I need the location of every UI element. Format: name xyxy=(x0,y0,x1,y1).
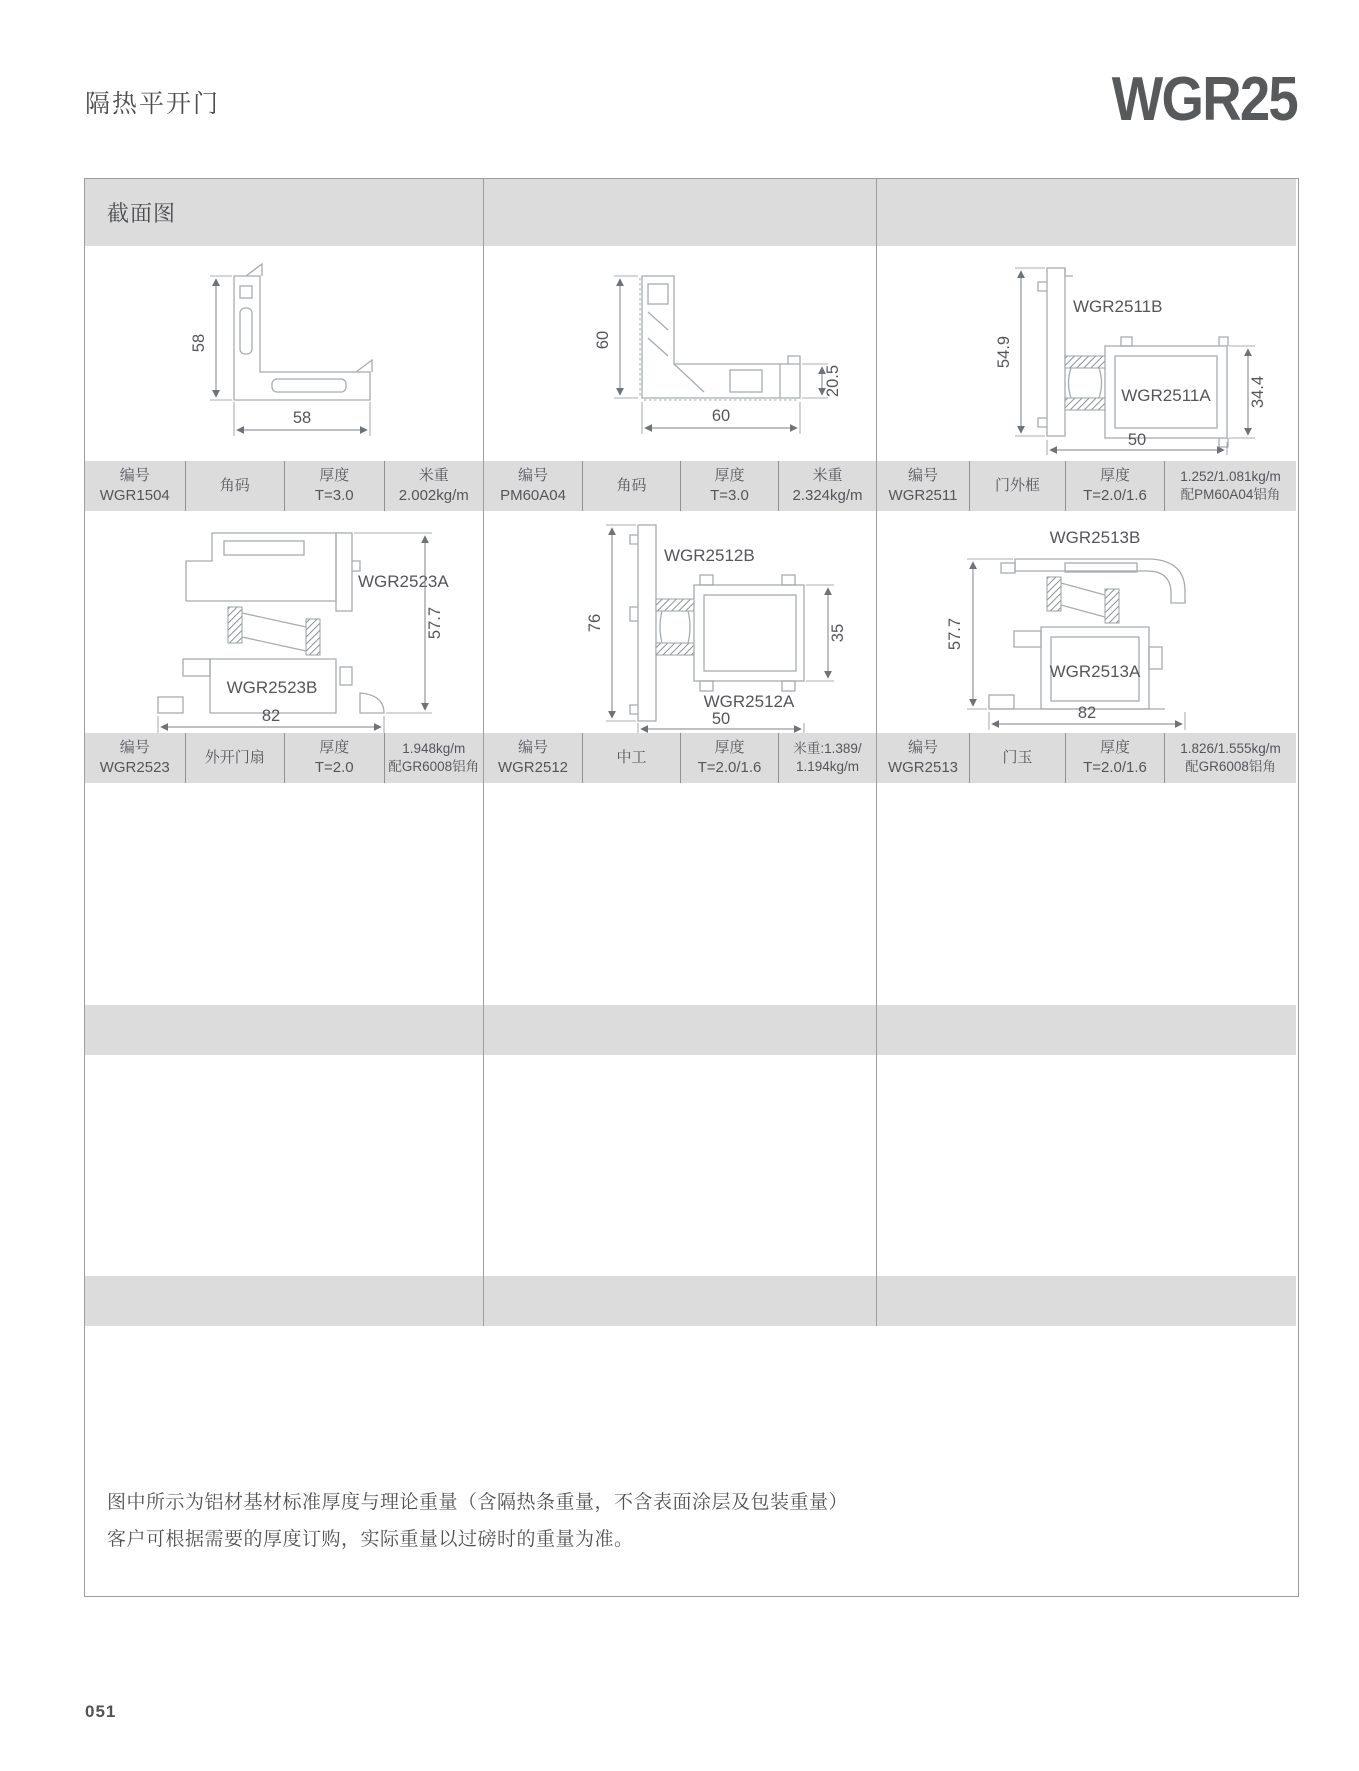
dimension-left xyxy=(594,276,638,398)
dimension-bottom xyxy=(989,704,1185,730)
info-value: 1.194kg/m xyxy=(795,759,860,774)
info-value: WGR2512 xyxy=(497,759,569,776)
svg-text:60: 60 xyxy=(594,330,612,349)
info-label: 编号 xyxy=(907,467,938,484)
empty-cell xyxy=(876,1055,1296,1276)
svg-text:82: 82 xyxy=(261,707,281,725)
svg-text:34.4: 34.4 xyxy=(1248,375,1267,408)
info-label: 编号 xyxy=(517,739,548,756)
profile-label: WGR2512B xyxy=(664,546,755,565)
dimension-right xyxy=(354,533,444,713)
header-cell xyxy=(483,179,876,246)
model-code: WGR25 xyxy=(1111,65,1297,134)
dimension-bottom xyxy=(1047,431,1227,455)
info-cell-code xyxy=(85,461,185,511)
info-label: 编号 xyxy=(907,739,938,756)
info-value: T=2.0/1.6 xyxy=(1083,487,1147,504)
dimension-bottom xyxy=(642,402,800,434)
info-cell-code xyxy=(85,733,185,783)
info-row-4-empty xyxy=(85,1276,1298,1326)
info-value: 配GR6008铝角 xyxy=(388,759,480,774)
info-cell-weight xyxy=(1164,461,1296,511)
info-value: PM60A04 xyxy=(500,487,566,504)
info-value: 1.252/1.081kg/m xyxy=(1180,469,1281,484)
info-value: T=2.0/1.6 xyxy=(697,759,762,776)
info-label: 厚度 xyxy=(714,739,745,756)
profile-diagram-wgr2512 xyxy=(490,511,870,733)
info-row-3-empty xyxy=(85,1005,1298,1055)
profile-diagram-wgr2511 xyxy=(897,250,1277,458)
svg-text:54.9: 54.9 xyxy=(994,335,1013,368)
dimension-right xyxy=(806,585,847,681)
info-label: 厚度 xyxy=(1099,467,1130,484)
info-value: T=2.0/1.6 xyxy=(1083,759,1147,776)
dimension-left xyxy=(995,268,1045,436)
profile-label: WGR2511B xyxy=(1072,296,1162,316)
profile-label: WGR2512A xyxy=(703,692,795,711)
info-cell-name xyxy=(969,733,1065,783)
profile-diagram-wgr2523 xyxy=(94,511,474,733)
info-value: 外开门扇 xyxy=(204,749,265,766)
info-value: T=2.0 xyxy=(314,759,354,776)
info-label: 厚度 xyxy=(319,739,350,756)
dimension-bottom xyxy=(234,402,370,436)
empty-band-cell xyxy=(483,1005,876,1055)
section-table xyxy=(84,178,1299,1597)
diagram-cell-wgr2523 xyxy=(85,511,483,733)
svg-text:60: 60 xyxy=(711,406,731,425)
dimension-left xyxy=(946,559,1013,709)
info-cell-name xyxy=(185,733,285,783)
info-value: 角码 xyxy=(616,477,647,494)
info-value: 米重:1.389/ xyxy=(793,741,862,756)
info-cell-thickness xyxy=(284,733,384,783)
info-cell-weight xyxy=(778,733,876,783)
info-cell-thickness xyxy=(680,733,778,783)
profile-diagram-wgr2513 xyxy=(897,511,1277,733)
info-label: 米重 xyxy=(812,467,843,484)
dimension-right xyxy=(802,364,842,398)
diagram-row-2 xyxy=(85,511,1298,733)
info-value: 配GR6008铝角 xyxy=(1185,759,1276,774)
info-value: T=3.0 xyxy=(710,487,749,504)
info-value: 2.324kg/m xyxy=(792,487,863,504)
svg-text:20.5: 20.5 xyxy=(824,364,842,397)
info-cell-code xyxy=(484,733,582,783)
footnote-area xyxy=(85,1326,1298,1754)
footnote-line-1: 图中所示为铝材基材标准厚度与理论重量（含隔热条重量，不含表面涂层及包装重量） xyxy=(107,1492,849,1513)
info-value: 门玉 xyxy=(1002,749,1033,766)
profile-label: WGR2513B xyxy=(1049,528,1140,547)
info-cell-thickness xyxy=(1065,733,1164,783)
info-value: 1.826/1.555kg/m xyxy=(1180,741,1281,756)
svg-text:76: 76 xyxy=(586,613,604,633)
info-cell-weight xyxy=(778,461,876,511)
info-cell-weight xyxy=(384,461,484,511)
info-label: 米重 xyxy=(418,467,449,484)
info-value: WGR2513 xyxy=(887,759,959,776)
diagram-cell-wgr2511 xyxy=(876,246,1296,461)
profile-label: WGR2513A xyxy=(1049,662,1140,681)
empty-band-cell xyxy=(85,1276,483,1326)
svg-text:58: 58 xyxy=(292,408,312,427)
dimension-bottom xyxy=(158,707,384,733)
empty-band-cell xyxy=(876,1276,1296,1326)
info-cell-code xyxy=(484,461,582,511)
info-cell-weight xyxy=(1164,733,1296,783)
info-cell-name xyxy=(582,733,680,783)
svg-text:57.7: 57.7 xyxy=(426,606,444,640)
info-label: 厚度 xyxy=(714,467,745,484)
footnote-line-2: 客户可根据需要的厚度订购，实际重量以过磅时的重量为准。 xyxy=(107,1529,634,1550)
info-value: WGR2523 xyxy=(99,759,170,776)
info-value: 角码 xyxy=(219,477,250,494)
diagram-cell-wgr1504 xyxy=(85,246,483,461)
info-cell-code xyxy=(877,461,969,511)
profile-label: WGR2523A xyxy=(358,572,449,591)
empty-band-cell xyxy=(85,1005,483,1055)
diagram-row-3-empty xyxy=(85,783,1298,1005)
profile-diagram-wgr1504 xyxy=(94,250,474,458)
profile-label: WGR2523B xyxy=(226,678,318,697)
empty-cell xyxy=(876,783,1296,1005)
diagram-cell-pm60a04 xyxy=(483,246,876,461)
info-cell-name xyxy=(185,461,285,511)
diagram-cell-wgr2513 xyxy=(876,511,1296,733)
svg-text:35: 35 xyxy=(829,623,847,643)
info-cell-thickness xyxy=(1065,461,1164,511)
info-cell-thickness xyxy=(284,461,384,511)
info-label: 编号 xyxy=(517,467,548,484)
page-number: 051 xyxy=(85,1702,117,1721)
dimension-bottom xyxy=(638,710,804,733)
empty-cell xyxy=(85,1055,483,1276)
empty-band-cell xyxy=(876,1005,1296,1055)
info-row-1 xyxy=(85,461,1298,511)
info-cell-weight xyxy=(384,733,484,783)
profile-outline xyxy=(1038,268,1228,447)
profile-diagram-pm60a04 xyxy=(490,250,870,458)
info-label: 编号 xyxy=(119,739,150,756)
info-value: T=3.0 xyxy=(314,487,354,504)
info-value: 2.002kg/m xyxy=(398,487,469,504)
empty-cell xyxy=(483,783,876,1005)
info-cell-name xyxy=(582,461,680,511)
empty-cell xyxy=(85,783,483,1005)
header-row xyxy=(85,179,1298,246)
info-label: 编号 xyxy=(119,467,150,484)
info-value: 1.948kg/m xyxy=(402,741,466,756)
section-header: 截面图 xyxy=(107,201,177,226)
info-value: WGR2511 xyxy=(888,487,958,504)
info-label: 厚度 xyxy=(1099,739,1130,756)
page-title: 隔热平开门 xyxy=(85,90,221,118)
dimension-left xyxy=(190,276,232,400)
info-label: 厚度 xyxy=(319,467,350,484)
info-cell-thickness xyxy=(680,461,778,511)
diagram-row-4-empty xyxy=(85,1055,1298,1276)
info-cell-name xyxy=(969,461,1065,511)
diagram-cell-wgr2512 xyxy=(483,511,876,733)
dimension-right xyxy=(1229,346,1267,438)
svg-text:82: 82 xyxy=(1077,704,1096,722)
dimension-left xyxy=(586,525,636,721)
profile-outline xyxy=(640,276,800,400)
profile-label: WGR2511A xyxy=(1120,385,1211,405)
info-row-2 xyxy=(85,733,1298,783)
empty-band-cell xyxy=(483,1276,876,1326)
info-value: WGR1504 xyxy=(99,487,170,504)
info-cell-code xyxy=(877,733,969,783)
profile-outline xyxy=(234,264,372,400)
diagram-row-1 xyxy=(85,246,1298,461)
svg-text:50: 50 xyxy=(711,710,731,728)
info-value: 中工 xyxy=(616,749,647,766)
profile-outline xyxy=(989,559,1185,709)
empty-cell xyxy=(483,1055,876,1276)
info-value: 配PM60A04铝角 xyxy=(1180,487,1281,502)
svg-text:57.7: 57.7 xyxy=(945,617,964,651)
info-value: 门外框 xyxy=(994,477,1040,494)
svg-text:58: 58 xyxy=(190,333,208,352)
svg-text:50: 50 xyxy=(1127,430,1146,449)
header-cell xyxy=(876,179,1296,246)
